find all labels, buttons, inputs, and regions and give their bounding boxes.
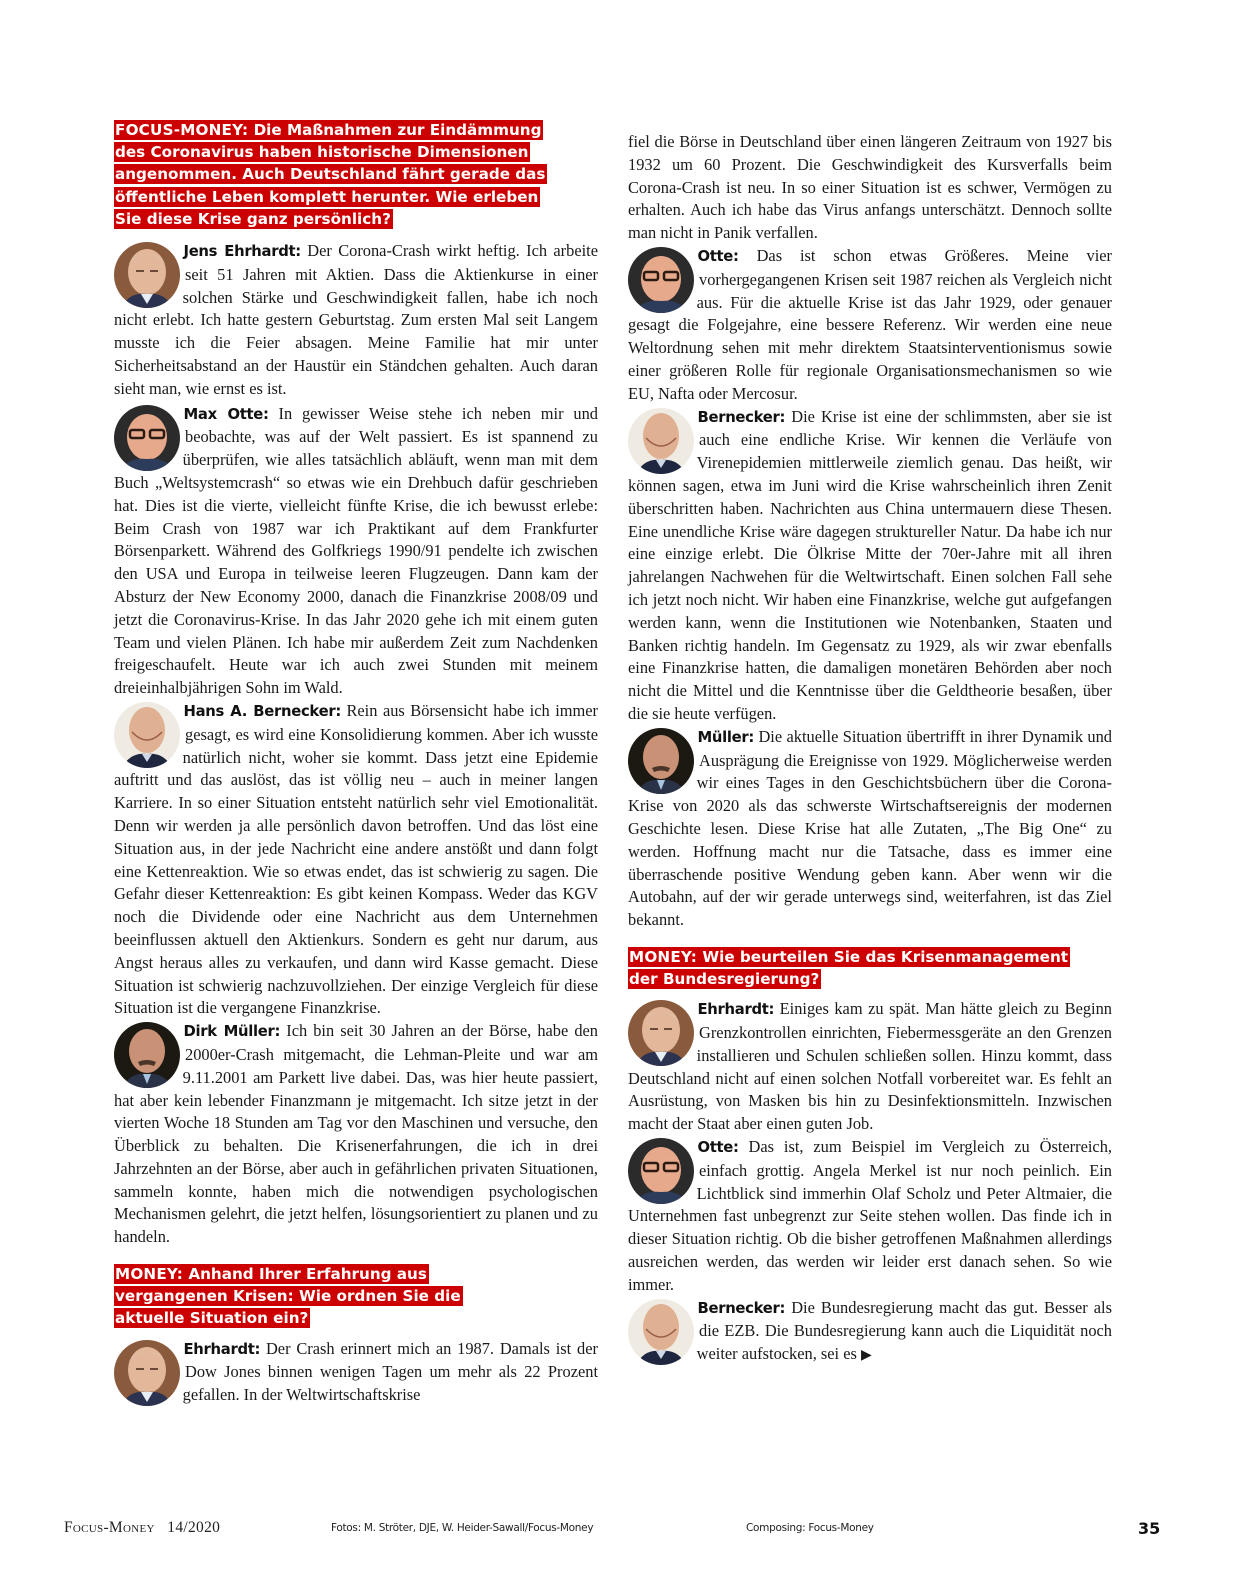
portrait-icon: [114, 702, 180, 768]
answer-mueller-2: [628, 726, 1112, 932]
question-block-3: [628, 946, 1098, 990]
question-label: FOCUS-MONEY:: [115, 121, 249, 139]
answer-text: Der Corona-Crash wirkt heftig. Ich arbeite seit 51 Jahren mit Aktien. Dass die Aktienkurse in einer solchen Stärke und Geschwindigkeit fallen, habe ich noch nicht erlebt. Ich hatte gestern Geburtstag. Zum ersten Mal seit Langem musste ich die Feier absagen. Meine Familie hat mir unter Sicherheitsabstand an der Haustür ein Ständchen gehalten. Auch daran sieht man, wie ernst es ist.: [114, 241, 598, 398]
answer-ehrhardt-2: [114, 1338, 598, 1407]
interview-question: [628, 947, 1070, 989]
answer-text: In gewisser Weise stehe ich neben mir und beobachte, was auf der Welt passiert. Es ist spannend zu überprüfen, wie alles tatsächlich abläuft, wenn man mit dem Buch „Weltsystemcrash“ so etwas wie ein Drehbuch dafür geschrieben hat. Dies ist die vierte, vielleicht fünfte Krise, die ich bewusst erlebe: Beim Crash von 1987 war ich Praktikant auf dem Frankfurter Börsenparkett. Während des Golfkriegs 1990/91 pendelte ich zwischen den USA und Europa in teilweise leeren Flugzeugen. Dann kam der Absturz der New Economy 2000, danach die Finanzkrise 2008/09 und jetzt die Coronavirus-Krise. In das Jahr 2020 gehe ich mit einem guten Team und vielen Plänen. Ich habe mir außerdem Zeit zum Nachdenken freigeschaufelt. Heute war ich auch zwei Stunden mit meinem dreieinhalbjährigen Sohn im Wald.: [114, 403, 598, 698]
page-footer: [0, 1519, 1241, 1543]
right-column: [628, 131, 1112, 1367]
answer-otte-2: [628, 245, 1112, 406]
answer-text: Einiges kam zu spät. Man hätte gleich zu Beginn Grenzkontrollen einrichten, Fiebermessgeräte an den Grenzen installieren und Schulen schließen sollen. Hinzu kommt, dass Deutschland nicht auf einen solchen Notfall vorbereitet war. Es fehlt an Ausrüstung, von Masken bis hin zu Desinfektionsmitteln. Inzwischen macht der Staat aber einen guten Job.: [628, 999, 1112, 1134]
speaker-name: Max Otte:: [183, 405, 269, 423]
question-block-2: [114, 1263, 534, 1330]
answer-paragraph: [628, 998, 1112, 1136]
interview-question: [114, 120, 547, 229]
portrait-icon: [628, 728, 694, 794]
answer-paragraph: [114, 403, 598, 700]
portrait-icon: [628, 1138, 694, 1204]
answer-bernecker-3: [628, 1297, 1112, 1367]
answer-paragraph: [628, 1297, 1112, 1367]
answer-paragraph: [628, 1136, 1112, 1297]
avatar-otte: [628, 247, 694, 313]
portrait-icon: [628, 1299, 694, 1365]
portrait-icon: [628, 1000, 694, 1066]
answer-ehrhardt-3: [628, 998, 1112, 1136]
left-column: [114, 119, 598, 1407]
question-block-1: [114, 119, 554, 230]
answer-otte-3: [628, 1136, 1112, 1297]
avatar-mueller: [628, 728, 694, 794]
speaker-name: Ehrhardt:: [697, 1001, 775, 1019]
page-number: 35: [1138, 1519, 1161, 1538]
speaker-name: Otte:: [697, 247, 739, 265]
speaker-name: Hans A. Bernecker:: [183, 702, 341, 720]
portrait-icon: [114, 242, 180, 308]
speaker-name: Müller:: [697, 728, 755, 746]
issue-number: 14/2020: [167, 1519, 221, 1536]
answer-text: Rein aus Börsensicht habe ich immer gesagt, es wird eine Konsolidierung kommen. Aber ich wusste natürlich nicht, woher sie kommt. Dass jetzt eine Epidemie auftritt und das auslöst, das ist völlig neu – auch in meiner langen Karriere. In so einer Situation entsteht natürlich sehr viel Emotionalität. Denn wir werden ja alle persönlich davon betroffen. Und das löst eine Situation aus, in der jede Nachricht eine andere anstößt und dann folgt eine Kettenreaktion. Wie so etwas endet, das ist schwierig zu sagen. Die Gefahr dieser Kettenreaktion: Es gibt keinen Kompass. Weder das KGV noch die Dividende oder eine Nachricht aus dem Unternehmen beeinflussen aktuell den Aktienkurs. Sondern es geht nur darum, aus Angst heraus alles zu verkaufen, und dann wird Kasse gemacht. Diese Situation ist schwierig nachzuvollziehen. Der einzige Vergleich für diese Situation ist die vergangene Finanzkrise.: [114, 700, 599, 1018]
speaker-name: Bernecker:: [697, 1299, 786, 1317]
continue-arrow-icon: ▶: [860, 1347, 872, 1364]
answer-text: Die aktuelle Situation übertrifft in ihrer Dynamik und Ausprägung die Ereignisse von 1929. Möglicherweise werden wir eines Tages in den Geschichtsbüchern über die Corona-Krise von 2020 als das schwerste Wirtschaftsereignis der modernen Geschichte lesen. Diese Krise hat alle Zutaten, „The Big One“ zu werden. Hoffnung macht nur die Tatsache, dass es immer eine überraschende positive Wendung geben kann. Aber wenn wir die Autobahn, auf der wir gerade unterwegs sind, weiterfahren, ist das Ziel bekannt.: [628, 726, 1112, 930]
answer-text: Der Crash erinnert mich an 1987. Damals ist der Dow Jones binnen wenigen Tagen um mehr als 22 Prozent gefallen. In der Weltwirtschaftskrise: [182, 1338, 598, 1405]
avatar-bernecker: [114, 702, 180, 768]
portrait-icon: [114, 1022, 180, 1088]
question-label: MONEY:: [115, 1265, 184, 1284]
avatar-mueller: [114, 1022, 180, 1088]
answer-mueller: [114, 1020, 598, 1249]
answer-paragraph: [114, 240, 598, 401]
avatar-otte: [114, 405, 180, 471]
answer-paragraph: [114, 1338, 598, 1407]
interview-question: [114, 1264, 463, 1328]
answer-bernecker-2: [628, 406, 1112, 726]
portrait-icon: [114, 405, 180, 471]
answer-paragraph: [628, 245, 1112, 406]
portrait-icon: [628, 408, 694, 474]
continuation-paragraph: fiel die Börse in Deutschland über einen längeren Zeitraum von 1927 bis 1932 um 60 Prozent. Die Geschwindigkeit des Kursverfalls beim Corona-Crash ist neu. In so einer Situation ist es schwer, Vermögen zu erhalten. Auch ich habe das Virus anfangs unterschätzt. Dennoch sollte man nicht in Panik verfallen.: [628, 132, 1112, 243]
portrait-icon: [628, 247, 694, 313]
avatar-ehrhardt: [114, 1340, 180, 1406]
question-text: Wie beurteilen Sie das Krisenmanagement der Bundesregierung?: [629, 947, 1069, 989]
answer-text: Die Krise ist eine der schlimmsten, aber sie ist auch eine endliche Krise. Wir kennen die Verläufe von Virenepidemien mittlerweile ziemlich genau. Das heißt, wir können sagen, etwa im Juni wird die Krise wahrscheinlich ihren Zenit überschritten haben. Nachrichten aus China untermauern diese Thesen. Eine unendliche Krise wäre dagegen struktureller Natur. Da habe ich nur eine einzige erlebt. Die Ölkrise Mitte der 70er-Jahre mit all ihren jahrelangen Nachwehen für die Weltwirtschaft. Einen solchen Fall sehe ich jetzt noch nicht. Wir haben eine Finanzkrise, welche gut aufgefangen werden kann, wenn die Institutionen wie Notenbanken, Staaten und Banken richtig handeln. Im Gegensatz zu 1929, als wir zwar ebenfalls eine Finanzkrise hatten, die damaligen monetären Behörden aber noch nicht die Mittel und die Kenntnisse über die Geldtheorie besaßen, über die sie heute verfügen.: [628, 406, 1112, 723]
answer-paragraph: [628, 406, 1112, 726]
question-text: Die Maßnahmen zur Eindämmung des Coronavirus haben historische Dimensionen angenommen. Auch Deutschland fährt gerade das öffentliche Leben komplett herunter. Wie erleben Sie diese Krise ganz persönlich?: [115, 121, 546, 228]
answer-bernecker: [114, 700, 598, 1020]
speaker-name: Ehrhardt:: [183, 1340, 261, 1358]
photo-credits: Fotos: M. Ströter, DJE, W. Heider-Sawall/Focus-Money: [331, 1522, 594, 1534]
question-label: MONEY:: [629, 947, 698, 966]
answer-text: Das ist schon etwas Größeres. Meine vier vorhergegangenen Krisen seit 1987 reichen als Vergleich nicht aus. Für die aktuelle Krise ist das Jahr 1929, oder genauer gesagt die Folgejahre, eine bessere Referenz. Wir werden eine neue Weltordnung sehen mit mehr direktem Staatsinterventionismus sowie einer größeren Rolle für regionale Organisationsmechanismen so wie EU, Nafta oder Mercosur.: [628, 245, 1112, 403]
avatar-bernecker: [628, 408, 694, 474]
answer-text: Das ist, zum Beispiel im Vergleich zu Österreich, einfach grottig. Angela Merkel ist nur noch peinlich. Ein Lichtblick sind immerhin Olaf Scholz und Peter Altmaier, die Unternehmen fast unbegrenzt zur Seite stehen wollen. Das finde ich in dieser Situation richtig. Ob die bisher getroffenen Maßnahmen allerdings ausreichen werden, das werden wir leider erst danach sehen. So wie immer.: [628, 1137, 1112, 1294]
speaker-name: Dirk Müller:: [183, 1023, 281, 1041]
composing-credit: Composing: Focus-Money: [746, 1522, 874, 1534]
avatar-bernecker: [628, 1299, 694, 1365]
avatar-ehrhardt: [628, 1000, 694, 1066]
speaker-name: Jens Ehrhardt:: [183, 243, 301, 261]
answer-otte: [114, 403, 598, 700]
answer-text: Ich bin seit 30 Jahren an der Börse, habe den 2000er-Crash mitgemacht, die Lehman-Pleite und war am 9.11.2001 am Parkett live dabei. Das, was hier heute passiert, hat aber kein lebender Finanzmann je mitgemacht. Ich sitze jetzt in der vierten Woche 18 Stunden am Tag vor den Maschinen und versuche, den Überblick zu behalten. Die Krisenerfahrungen, die ich in drei Jahrzehnten an der Börse, aber auch in gefährlichen privaten Situationen, sammeln konnte, haben mich die notwendigen psychologischen Mechanismen gelehrt, die jetzt helfen, lösungsorientiert zu planen und zu handeln.: [114, 1021, 598, 1247]
question-text: Anhand Ihrer Erfahrung aus vergangenen Krisen: Wie ordnen Sie die aktuelle Situation ein?: [115, 1265, 461, 1328]
answer-paragraph: [114, 700, 598, 1020]
answer-text: Die Bundesregierung macht das gut. Besser als die EZB. Die Bundesregierung kann auch die Liquidität noch weiter aufstocken, sei es: [696, 1297, 1112, 1364]
speaker-name: Bernecker:: [697, 408, 786, 426]
answer-paragraph: [628, 726, 1112, 932]
answer-ehrhardt: [114, 240, 598, 401]
avatar-otte: [628, 1138, 694, 1204]
portrait-icon: [114, 1340, 180, 1406]
footer-magazine: [64, 1519, 220, 1537]
speaker-name: Otte:: [697, 1139, 739, 1157]
answer-paragraph: [114, 1020, 598, 1249]
avatar-ehrhardt: [114, 242, 180, 308]
magazine-name: Focus-Money: [64, 1519, 155, 1536]
